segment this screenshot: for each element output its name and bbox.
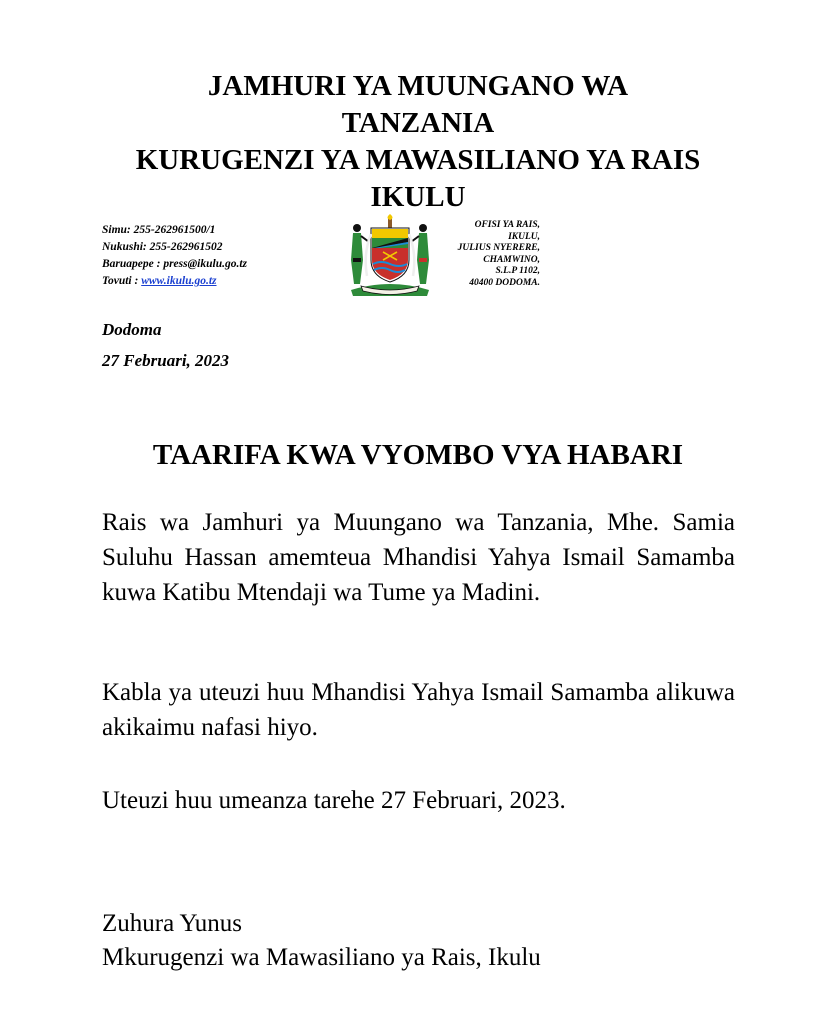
place: Dodoma [102, 320, 162, 339]
heading-line: TANZANIA [341, 107, 495, 139]
email-address: Baruapepe : press@ikulu.go.tz [102, 258, 248, 270]
place-date [102, 314, 229, 376]
signatory-position: Mkurugenzi wa Mawasiliano ya Rais, Ikulu [102, 944, 541, 971]
address-line: JULIUS NYERERE, [457, 243, 540, 254]
document-title: TAARIFA KWA VYOMBO VYA HABARI [152, 439, 684, 471]
address-block [420, 220, 540, 290]
address-line: OFISI YA RAIS, [474, 220, 540, 230]
heading-line: KURUGENZI YA MAWASILIANO YA RAIS [135, 144, 701, 176]
signature-block [102, 907, 541, 975]
document-heading [60, 68, 776, 216]
body-paragraph: Kabla ya uteuzi huu Mhandisi Yahya Ismail Samamba alikuwa akikaimu nafasi hiyo. [102, 679, 735, 741]
website-label: Tovuti : [102, 275, 142, 287]
address-line: S.L.P 1102, [495, 266, 540, 277]
body-paragraph: Rais wa Jamhuri ya Muungano wa Tanzania, Mhe. Samia Suluhu Hassan amemteua Mhandisi Yahya Ismail Samamba kuwa Katibu Mtendaji wa Tume ya Madini. [102, 509, 735, 606]
address-line: 40400 DODOMA. [469, 277, 540, 288]
website [102, 273, 247, 290]
address-line: CHAMWINO, [483, 254, 540, 265]
address-line: IKULU, [508, 231, 540, 242]
website-link[interactable]: www.ikulu.go.tz [141, 275, 217, 287]
heading-line: IKULU [370, 181, 466, 213]
body-paragraph: Uteuzi huu umeanza tarehe 27 Februari, 2023. [102, 787, 566, 814]
fax-number: Nukushi: 255-262961502 [102, 241, 223, 253]
contact-block [102, 222, 247, 290]
heading-line: JAMHURI YA MUUNGANO WA [207, 70, 629, 102]
date: 27 Februari, 2023 [102, 351, 230, 370]
signatory-name: Zuhura Yunus [102, 910, 243, 937]
phone-number: Simu: 255-262961500/1 [102, 224, 216, 236]
